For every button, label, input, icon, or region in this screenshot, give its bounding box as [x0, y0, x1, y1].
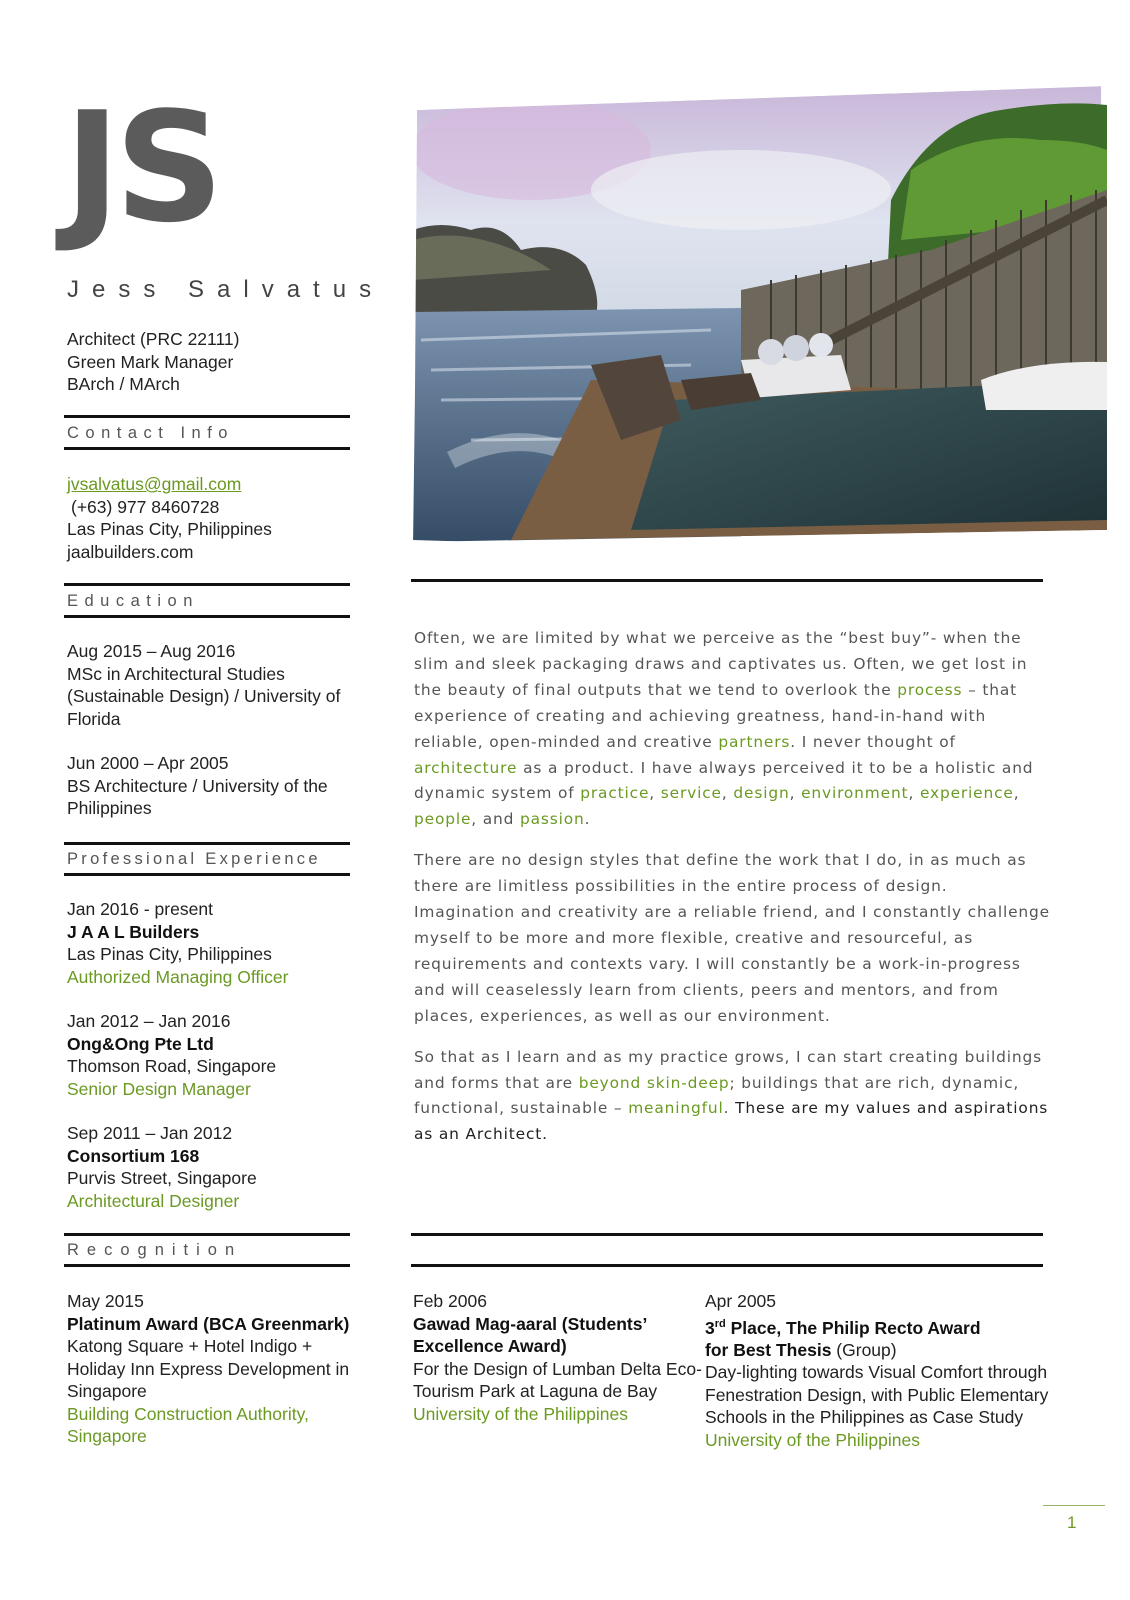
divider	[411, 579, 1043, 582]
statement-text: – that experience of creating and achieving greatness, hand-in-hand with reliable, open-minded and creative	[414, 680, 1018, 751]
divider	[64, 1264, 350, 1267]
watercolor-resort-illustration-icon	[411, 80, 1107, 548]
award-description: Fenestration Design, with Public Elementary	[705, 1384, 1049, 1405]
experience-item	[67, 1122, 257, 1212]
education-dates: Aug 2015 – Aug 2016	[67, 641, 236, 661]
credential-line: Green Mark Manager	[67, 351, 234, 372]
award-title	[705, 1313, 1048, 1339]
monogram: JS	[64, 79, 219, 256]
award-date: Feb 2006	[413, 1291, 487, 1311]
statement-text: ,	[649, 784, 661, 803]
website-link[interactable]: jaalbuilders.com	[67, 541, 194, 562]
award-title: Excellence Award)	[413, 1336, 567, 1356]
award-description: For the Design of Lumban Delta Eco-	[413, 1358, 702, 1379]
statement-paragraph	[414, 1045, 1054, 1149]
statement-text: ,	[908, 784, 920, 803]
highlighted-keyword: design	[733, 784, 790, 803]
contact-info	[67, 473, 272, 563]
divider	[411, 1264, 1043, 1267]
company-location: Purvis Street, Singapore	[67, 1168, 257, 1188]
divider	[64, 842, 350, 845]
personal-statement	[414, 626, 1054, 1163]
award-description: Tourism Park at Laguna de Bay	[413, 1381, 658, 1401]
divider	[64, 447, 350, 450]
highlighted-keyword: passion	[520, 810, 585, 829]
statement-paragraph: There are no design styles that define the work that I do, in as much as there are limitless possibilities in the entire process of design. Imagination and creativity are a reliable friend, and I constantly challenge myself to be more and more flexible, creative and resourceful, as requirements and contexts vary. I will constantly be a work-in-progress and will ceaselessly learn from clients, peers and mentors, and from places, experiences, as well as our environment.	[414, 851, 1050, 1025]
award-rank: 3	[705, 1317, 715, 1338]
award-date: May 2015	[67, 1291, 144, 1311]
highlighted-keyword: beyond skin-deep	[578, 1073, 730, 1092]
statement-text: Often, we are limited by what we perceive as the “best buy”- when the slim and sleek packaging draws and captivates us. Often, we get lost in the beauty of final outputs that we tend to overlook the	[414, 629, 1028, 699]
company-location: Thomson Road, Singapore	[67, 1056, 277, 1076]
statement-text: .	[584, 810, 591, 829]
company-name: Ong&Ong Pte Ltd	[67, 1033, 214, 1054]
divider	[64, 1233, 350, 1236]
award-rank-suffix: rd	[714, 1317, 726, 1330]
credential-line: Architect (PRC 22111)	[67, 329, 240, 349]
email-link[interactable]: jvsalvatus@gmail.com	[67, 474, 242, 494]
credentials	[67, 328, 239, 396]
award-description: Holiday Inn Express Development in	[67, 1358, 350, 1379]
highlighted-keyword: experience	[919, 784, 1014, 803]
award-organization: Building Construction Authority,	[67, 1403, 309, 1424]
company-name: Consortium 168	[67, 1145, 200, 1166]
divider	[64, 615, 350, 618]
award-item	[67, 1290, 349, 1448]
experience-dates: Sep 2011 – Jan 2012	[67, 1123, 233, 1143]
award-title: Gawad Mag-aaral (Students’	[413, 1313, 648, 1334]
highlighted-keyword: practice	[580, 784, 650, 803]
divider	[64, 583, 350, 586]
full-name: Jess Salvatus	[67, 276, 385, 303]
education-dates: Jun 2000 – Apr 2005	[67, 753, 229, 773]
education-line: (Sustainable Design) / University of	[67, 686, 341, 706]
statement-text: . I never thought of	[790, 732, 956, 751]
award-description: Katong Square + Hotel Indigo +	[67, 1336, 313, 1356]
highlighted-keyword: people	[414, 810, 472, 829]
page-number-rule	[1043, 1505, 1105, 1506]
statement-text: ; buildings that are rich, dynamic, functional, sustainable –	[414, 1073, 1020, 1118]
divider	[64, 873, 350, 876]
education-item	[67, 752, 328, 820]
award-title-rest: Place, The Philip Recto Award	[725, 1317, 981, 1338]
section-title-experience: Professional Experience	[67, 850, 321, 868]
divider	[64, 415, 350, 418]
experience-item	[67, 1010, 276, 1100]
job-role: Authorized Managing Officer	[67, 966, 289, 987]
section-title-education: Education	[67, 592, 199, 610]
page-number: 1	[1067, 1513, 1077, 1532]
education-line: Philippines	[67, 798, 152, 818]
statement-text: ,	[789, 784, 802, 803]
location: Las Pinas City, Philippines	[67, 519, 272, 539]
award-title-note: (Group)	[831, 1339, 897, 1360]
experience-dates: Jan 2016 - present	[67, 899, 213, 919]
education-line: Florida	[67, 708, 121, 729]
highlighted-keyword: partners	[718, 732, 791, 751]
experience-item	[67, 898, 288, 988]
award-description: Singapore	[67, 1381, 147, 1401]
section-title-recognition: Recognition	[67, 1241, 243, 1259]
award-organization: University of the Philippines	[705, 1429, 920, 1450]
statement-text: , and	[471, 810, 521, 829]
highlighted-keyword: environment	[801, 784, 909, 803]
education-line: BS Architecture / University of the	[67, 775, 328, 796]
education-line: MSc in Architectural Studies	[67, 663, 285, 684]
award-description: Schools in the Philippines as Case Study	[705, 1407, 1024, 1428]
education-item	[67, 640, 340, 730]
award-title-bold: for Best Thesis	[705, 1339, 832, 1360]
section-title-contact: Contact Info	[67, 424, 234, 442]
highlighted-keyword: meaningful	[628, 1099, 724, 1118]
statement-text: .	[723, 1099, 736, 1118]
credential-line: BArch / MArch	[67, 374, 180, 394]
company-name: J A A L Builders	[67, 921, 200, 942]
highlighted-keyword: process	[897, 680, 963, 699]
statement-text: ,	[1013, 784, 1020, 803]
highlighted-keyword: architecture	[414, 758, 518, 777]
award-item	[705, 1290, 1048, 1451]
job-role: Senior Design Manager	[67, 1078, 251, 1099]
statement-paragraph	[414, 626, 1054, 833]
statement-text: So that as I learn and as my practice grows, I can start creating buildings and forms that are	[414, 1047, 1042, 1092]
highlighted-keyword: service	[660, 784, 722, 803]
award-title: Platinum Award (BCA Greenmark)	[67, 1313, 350, 1334]
statement-text: These are my values and aspirations as an Architect.	[414, 1099, 1049, 1144]
experience-dates: Jan 2012 – Jan 2016	[67, 1011, 231, 1031]
award-date: Apr 2005	[705, 1291, 777, 1311]
divider	[411, 1233, 1043, 1236]
award-organization: University of the Philippines	[413, 1403, 628, 1424]
award-organization: Singapore	[67, 1426, 147, 1446]
job-role: Architectural Designer	[67, 1190, 240, 1211]
award-title-line2	[705, 1339, 1048, 1362]
company-location: Las Pinas City, Philippines	[67, 944, 272, 964]
phone: (+63) 977 8460728	[71, 496, 220, 517]
award-description: Day-lighting towards Visual Comfort through	[705, 1362, 1048, 1383]
statement-text: as a product. I have always perceived it to be a holistic and dynamic system of	[414, 758, 1034, 803]
award-item	[413, 1290, 702, 1425]
statement-text: ,	[721, 784, 734, 803]
